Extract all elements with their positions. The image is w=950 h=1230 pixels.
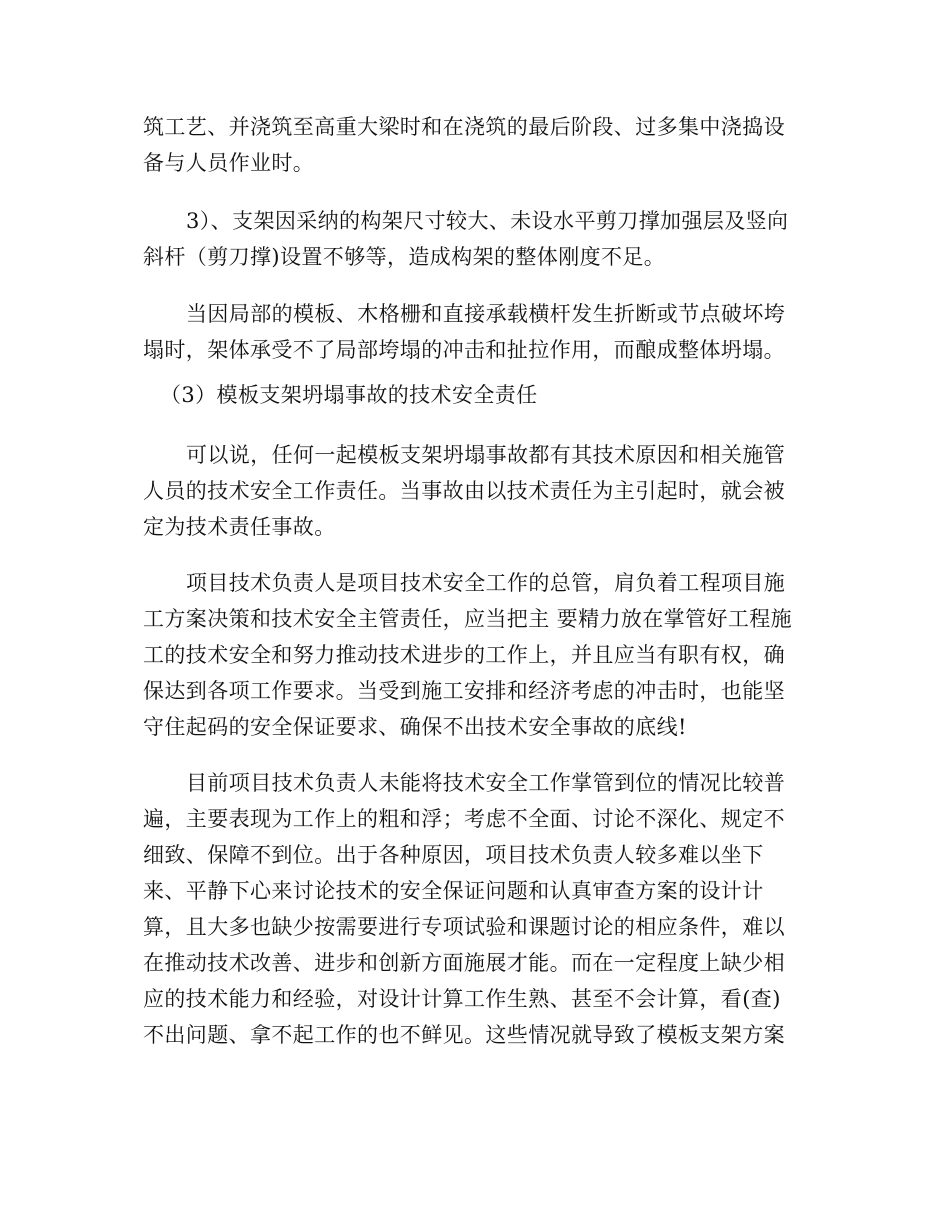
- text-line: 来、平静下心来讨论技术的安全保证问题和认真审查方案的设计计: [143, 879, 764, 903]
- text-line: 工的技术安全和努力推动技术进步的工作上，并且应当有职有权，确: [143, 643, 785, 667]
- text-line: 目前项目技术负责人未能将技术安全工作掌管到位的情况比较普: [186, 771, 786, 795]
- text-line: 工方案决策和技术安全主管责任，应当把主 要精力放在掌管好工程施: [143, 607, 793, 631]
- text-line: 人员的技术安全工作责任。当事故由以技术责任为主引起时，就会被: [143, 479, 785, 503]
- text-line: 塌时，架体承受不了局部垮塌的冲击和扯拉作用，而酿成整体坍塌。: [143, 338, 785, 362]
- section-heading: （3）模板支架坍塌事故的技术安全责任: [160, 383, 538, 407]
- text-line: 筑工艺、并浇筑至高重大梁时和在浇筑的最后阶段、过多集中浇捣设: [143, 115, 785, 139]
- text-line: 项目技术负责人是项目技术安全工作的总管，肩负着工程项目施: [186, 571, 786, 595]
- text-line: 在推动技术改善、进步和创新方面施展才能。而在一定程度上缺少相: [143, 951, 785, 975]
- text-line: 斜杆（剪刀撑)设置不够等，造成构架的整体刚度不足。: [143, 245, 666, 269]
- text-line: 应的技术能力和经验，对设计计算工作生熟、甚至不会计算，看(查): [143, 987, 781, 1011]
- text-line: 守住起码的安全保证要求、确保不出技术安全事故的底线!: [143, 715, 687, 739]
- text-line: 算，且大多也缺少按需要进行专项试验和课题讨论的相应条件，难以: [143, 915, 785, 939]
- text-line: 保达到各项工作要求。当受到施工安排和经济考虑的冲击时，也能坚: [143, 679, 785, 703]
- text-line: 3）、支架因采纳的构架尺寸较大、未设水平剪刀撑加强层及竖向: [186, 209, 789, 233]
- text-line: 细致、保障不到位。出于各种原因，项目技术负责人较多难以坐下: [143, 843, 764, 867]
- text-line: 不出问题、拿不起工作的也不鲜见。这些情况就导致了模板支架方案: [143, 1023, 785, 1047]
- text-line: 可以说，任何一起模板支架坍塌事故都有其技术原因和相关施管: [186, 443, 786, 467]
- text-line: 备与人员作业时。: [143, 151, 315, 175]
- text-line: 遍，主要表现为工作上的粗和浮；考虑不全面、讨论不深化、规定不: [143, 807, 785, 831]
- text-line: 定为技术责任事故。: [143, 515, 336, 539]
- text-line: 当因局部的模板、木格栅和直接承载横杆发生折断或节点破坏垮: [186, 302, 786, 326]
